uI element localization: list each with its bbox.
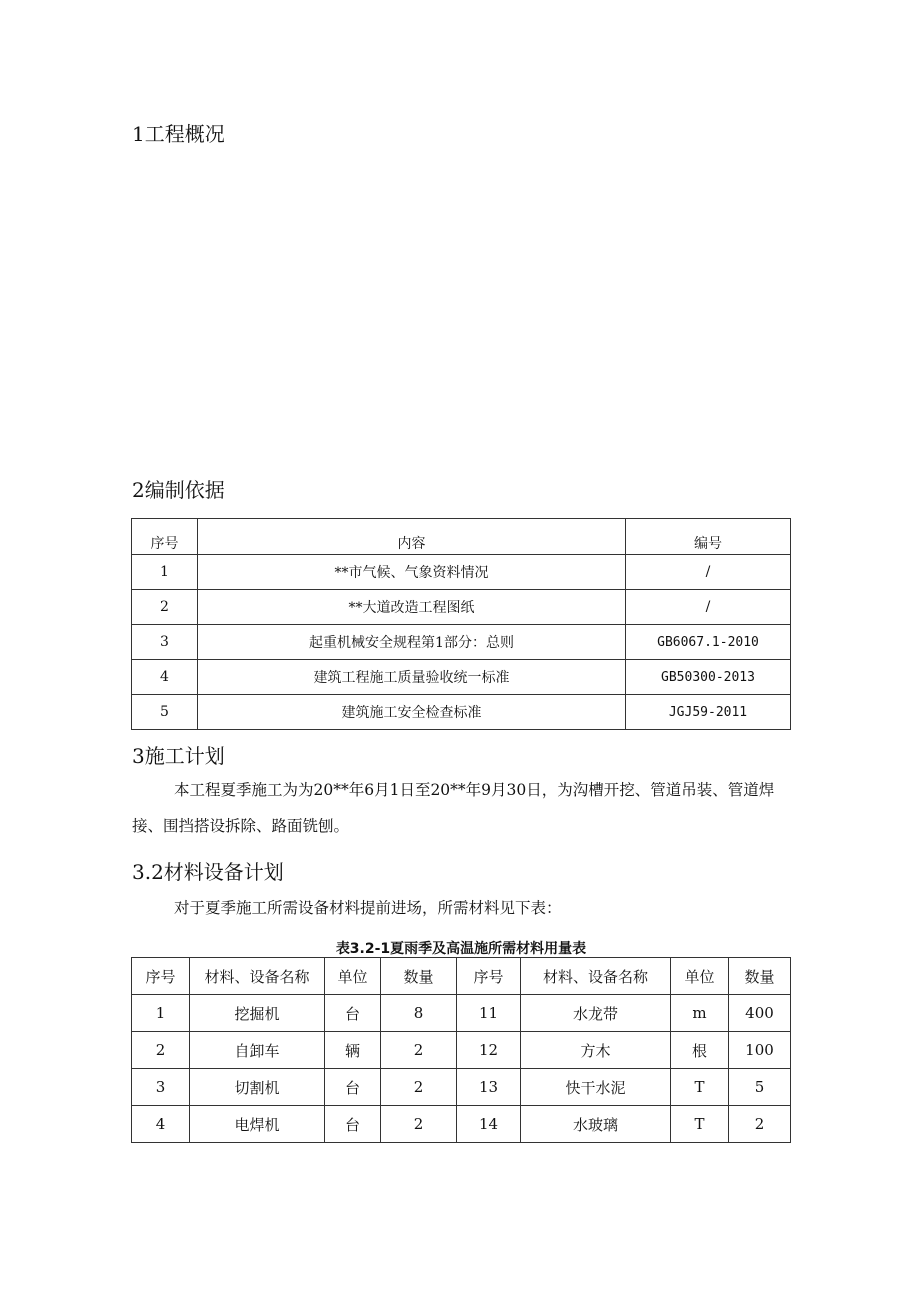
table-cell: 4 (132, 1106, 190, 1143)
header-cell: 序号 (457, 958, 521, 995)
table-cell: 13 (457, 1069, 521, 1106)
table-row (132, 625, 791, 660)
table-cell: 方木 (521, 1032, 671, 1069)
table-cell: 3 (132, 1069, 190, 1106)
table-cell: 自卸车 (190, 1032, 325, 1069)
table-cell: 建筑施工安全检查标准 (198, 695, 626, 730)
table-row (132, 1106, 791, 1143)
table-cell: 水玻璃 (521, 1106, 671, 1143)
table-cell: **市气候、气象资料情况 (198, 555, 626, 590)
section-3-2-paragraph-text: 对于夏季施工所需设备材料提前进场，所需材料见下表： (174, 899, 562, 917)
table-cell: 2 (381, 1069, 457, 1106)
table-cell: 台 (325, 995, 381, 1032)
table-row (132, 695, 791, 730)
table-cell: JGJ59-2011 (626, 695, 791, 730)
table-cell: 4 (132, 660, 198, 695)
table-cell: 2 (132, 590, 198, 625)
table-cell: 根 (671, 1032, 729, 1069)
table-cell: 1 (132, 995, 190, 1032)
section-3-paragraph (132, 772, 796, 844)
header-cell: 数量 (729, 958, 791, 995)
header-cell: 数量 (381, 958, 457, 995)
table-cell: 切割机 (190, 1069, 325, 1106)
table-cell: 建筑工程施工质量验收统一标准 (198, 660, 626, 695)
table-cell: 14 (457, 1106, 521, 1143)
table-cell: 电焊机 (190, 1106, 325, 1143)
table-cell: 8 (381, 995, 457, 1032)
table-cell: 5 (132, 695, 198, 730)
section-3-2-title: 3.2材料设备计划 (132, 860, 284, 884)
header-cell: 序号 (132, 958, 190, 995)
table-cell: 2 (381, 1032, 457, 1069)
table-row (132, 590, 791, 625)
section-3-title: 3施工计划 (132, 744, 225, 768)
table-cell: 挖掘机 (190, 995, 325, 1032)
table-row (132, 555, 791, 590)
table-cell: / (626, 590, 791, 625)
header-cell: 内容 (198, 519, 626, 555)
table-cell: / (626, 555, 791, 590)
header-cell: 单位 (325, 958, 381, 995)
section-1-title: 1工程概况 (132, 122, 225, 146)
section-2-title: 2编制依据 (132, 478, 225, 502)
section-3-2-paragraph (132, 890, 796, 926)
header-cell: 材料、设备名称 (190, 958, 325, 995)
table-cell: 1 (132, 555, 198, 590)
header-cell: 序号 (132, 519, 198, 555)
materials-table-caption: 表3.2-1夏雨季及高温施所需材料用量表 (335, 941, 587, 957)
materials-table (131, 957, 791, 1143)
table-row (132, 660, 791, 695)
table-cell: GB6067.1-2010 (626, 625, 791, 660)
table-cell: 台 (325, 1106, 381, 1143)
table-cell: 2 (132, 1032, 190, 1069)
table-cell: T (671, 1069, 729, 1106)
table-cell: 400 (729, 995, 791, 1032)
table-cell: 台 (325, 1069, 381, 1106)
table-cell: **大道改造工程图纸 (198, 590, 626, 625)
table-cell: 起重机械安全规程第1部分：总则 (198, 625, 626, 660)
table-cell: 3 (132, 625, 198, 660)
header-cell: 单位 (671, 958, 729, 995)
table-cell: 100 (729, 1032, 791, 1069)
table-cell: 11 (457, 995, 521, 1032)
table-cell: T (671, 1106, 729, 1143)
table-row (132, 995, 791, 1032)
table-cell: 2 (729, 1106, 791, 1143)
header-cell: 编号 (626, 519, 791, 555)
table-cell: 12 (457, 1032, 521, 1069)
table-cell: 快干水泥 (521, 1069, 671, 1106)
materials-table-header-row (132, 958, 791, 995)
table-cell: 水龙带 (521, 995, 671, 1032)
table-row (132, 1069, 791, 1106)
basis-table-header-row (132, 519, 791, 555)
basis-table (131, 518, 791, 730)
header-cell: 材料、设备名称 (521, 958, 671, 995)
table-cell: 5 (729, 1069, 791, 1106)
table-cell: 辆 (325, 1032, 381, 1069)
table-cell: GB50300-2013 (626, 660, 791, 695)
section-3-paragraph-text: 本工程夏季施工为为20**年6月1日至20**年9月30日，为沟槽开挖、管道吊装、管道焊接、围挡搭设拆除、路面铣刨。 (132, 781, 775, 835)
table-cell: 2 (381, 1106, 457, 1143)
table-cell: m (671, 995, 729, 1032)
table-row (132, 1032, 791, 1069)
